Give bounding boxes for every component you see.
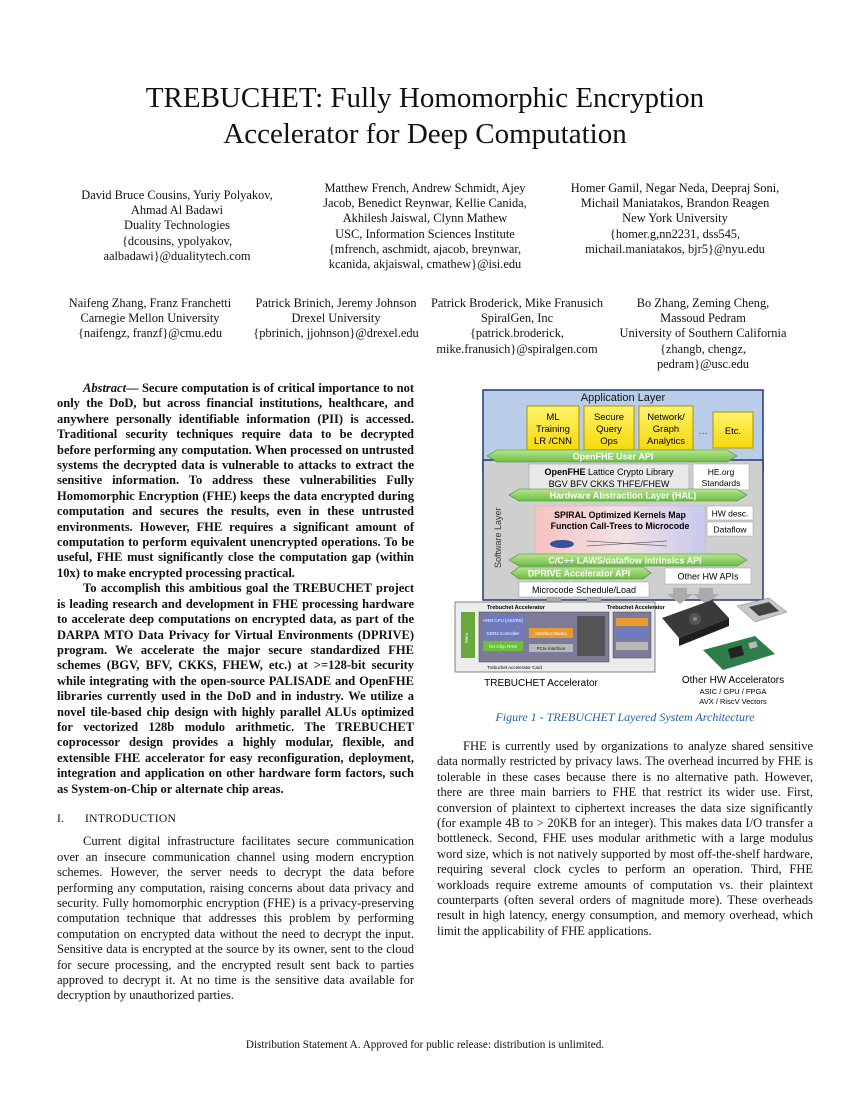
author-block-cmu: Naifeng Zhang, Franz Franchetti Carnegie Mellon University {naifengz, franzf}@cmu.edu	[68, 296, 232, 341]
svg-text:Secure: Secure	[593, 412, 625, 423]
svg-text:HW desc.: HW desc.	[711, 508, 749, 519]
svg-text:Analytics: Analytics	[646, 436, 686, 447]
author-block-isi: Matthew French, Andrew Schmidt, Ajey Jacob, Benedict Reynwar, Kellie Canida, Akhilesh Jaiswal, Clynn Mathew USC, Information Sciences Institute {mfrench, aschmidt, ajacob, breynwar, kcanida, akjaiswal, cmathew}@isi.edu	[323, 181, 527, 272]
svg-text:Microcode Schedule/Load: Microcode Schedule/Load	[531, 585, 637, 595]
svg-text:Mem: Mem	[464, 633, 469, 643]
svg-text:Etc.: Etc.	[724, 426, 742, 437]
left-column	[57, 381, 414, 1004]
svg-text:Dataflow: Dataflow	[713, 524, 747, 535]
abstract-paragraph-2: To accomplish this ambitious goal the TREBUCHET project is leading research and development in FHE processing hardware to accelerate deep computations on encrypted data, as part of the DARPA MTO Data Privacy for Virtual Environments (DPRIVE) program. We accelerate the major secure standardized FHE schemes (BGV, BFV, CKKS, FHEW, etc.) at >=128-bit security while integrating with the open-source PALISADE and OpenFHE libraries currently used in the DoD and in industry. We utilize a novel tile-based chip design with highly parallel ALUs optimized for vectorized 128b modulo arithmetic. The TREBUCHET coprocessor design provides a highly modular, flexible, and extensible FHE accelerator for easy reconfiguration, deployment, integration and application on other hardware form factors, such as System-on-Chip or alternate chip areas.	[57, 581, 414, 796]
author-block-nyu: Homer Gamil, Negar Neda, Deepraj Soni, Michail Maniatakos, Brandon Reagen New York University {homer.g,nn2231, dss545, michail.maniatakos, bjr5}@nyu.edu	[570, 181, 780, 256]
author-block-duality: David Bruce Cousins, Yuriy Polyakov, Ahmad Al Badawi Duality Technologies {dcousins, ypolyakov, aalbadawi}@dualitytech.com	[81, 188, 273, 263]
other-hw-accelerators-label: Other HW Accelerators	[681, 675, 785, 686]
title-line-1: TREBUCHET: Fully Homomorphic Encryption	[145, 82, 705, 114]
software-layer-label: Software Layer	[493, 507, 503, 568]
svg-text:OpenFHE Lattice Crypto Library: OpenFHE Lattice Crypto Library	[544, 467, 674, 477]
svg-text:On-Chip RAM: On-Chip RAM	[488, 644, 518, 649]
app-ellipsis: ...	[698, 425, 708, 437]
svg-text:SPIRAL Optimized Kernels Map: SPIRAL Optimized Kernels Map	[554, 510, 686, 520]
paper-title	[60, 80, 790, 152]
figure-caption: Figure 1 - TREBUCHET Layered System Architecture	[495, 710, 755, 724]
abstract-paragraph-1: Abstract— Secure computation is of critical importance to not only the DoD, but across financial institutions, healthcare, and anywhere personally identifiable information (PII) is accessed. Traditional security techniques require data to be decrypted before performing any computation. When processed on untrusted systems the decrypted data is vulnerable to attacks to extract the sensitive information. To address these vulnerabilities Fully Homomorphic Encryption (FHE) keeps the data encrypted during computation and secures the results, even in these untrusted environments. However, FHE requires a significant amount of computation to perform equivalent unencrypted operations. To be useful, FHE must significantly close the computation gap (within 10x) to make encrypted processing practical.	[57, 381, 414, 580]
svg-text:Other HW APIs: Other HW APIs	[677, 571, 739, 582]
author-block-spiralgen: Patrick Broderick, Mike Franusich SpiralGen, Inc {patrick.broderick, mike.franusich}@spiralgen.com	[430, 296, 604, 356]
svg-text:Trebuchet Accelerator Card: Trebuchet Accelerator Card	[487, 665, 542, 670]
intro-paragraph-1: Current digital infrastructure facilitates secure communication over an insecure communication channel using modern encryption schemes. However, the server needs to decrypt the data before performing any computation, raising concerns about data privacy and security. Fully homomorphic encryption (FHE) is a privacy-preserving computation technique that addresses this problem by performing computation on encrypted data without the need to decrypt the input. Sensitive data is encrypted at the source by its owner, sent to the cloud for secure processing, and the encrypted result sent back to parties approved to decrypt it. At no time is the sensitive data available for decryption by unauthorized parties.	[57, 834, 414, 1003]
svg-text:BGV BFV CKKS THFE/FHEW: BGV BFV CKKS THFE/FHEW	[548, 479, 670, 489]
section-heading-introduction: I. INTRODUCTION	[57, 811, 177, 825]
asic-chip-icon	[737, 598, 787, 622]
svg-text:Standards: Standards	[701, 478, 741, 488]
application-layer-label: Application Layer	[580, 392, 666, 404]
svg-text:ARM CPU (A53/R5): ARM CPU (A53/R5)	[482, 618, 524, 623]
author-block-drexel: Patrick Brinich, Jeremy Johnson Drexel University {pbrinich, jjohnson}@drexel.edu	[253, 296, 419, 341]
right-paragraph-1: FHE is currently used by organizations to analyze shared sensitive data normally restricted by privacy laws. The overhead incurred by FHE is tolerable in these cases because there is no alternative path. However, there are three main barriers to FHE that restrict its wider use. First, conversion of plaintext to ciphertext increases the data size significantly (for example 4B to > 20KB for an integer). This makes data I/O transfer a bottleneck. Second, FHE uses modular arithmetic with a large modulus word size, which is not natively supported by most off-the-shelf hardware, requiring several clock cycles to perform an operation. Third, FHE workloads require extreme amounts of computation vs. their plaintext counterparts (often several orders of magnitude more). These overheads result in high latency, energy consumption, and memory overhead, which limit the applicability of FHE applications.	[437, 739, 813, 938]
gpu-card-icon	[662, 600, 729, 646]
svg-text:Ops: Ops	[600, 436, 618, 447]
svg-text:Trebuchet Accelerator: Trebuchet Accelerator	[487, 605, 545, 611]
svg-text:Function Call-Trees to Microco: Function Call-Trees to Microcode	[550, 521, 690, 531]
svg-text:LR /CNN: LR /CNN	[533, 436, 573, 447]
abstract-lead: Abstract	[83, 381, 127, 395]
svg-text:Trebuchet Accelerator: Trebuchet Accelerator	[607, 605, 665, 611]
svg-text:Graph: Graph	[652, 424, 680, 435]
distribution-statement: Distribution Statement A. Approved for public release: distribution is unlimited.	[245, 1039, 605, 1051]
fpga-board-icon	[703, 636, 775, 670]
svg-text:OpenFHE User API: OpenFHE User API	[572, 451, 654, 462]
svg-text:ML: ML	[546, 412, 560, 423]
title-line-2: Accelerator for Deep Computation	[223, 118, 627, 150]
svg-text:Interface Banks: Interface Banks	[535, 631, 567, 636]
architecture-figure	[437, 388, 813, 708]
svg-text:HE.org: HE.org	[707, 467, 735, 477]
spiral-graph-icon	[550, 540, 574, 548]
svg-text:Network/: Network/	[647, 412, 685, 423]
right-column	[437, 739, 813, 939]
svg-text:DDR4 Controller: DDR4 Controller	[486, 631, 520, 636]
svg-text:Query: Query	[596, 424, 622, 435]
trebuchet-accelerator-label: TREBUCHET Accelerator	[484, 678, 598, 689]
svg-text:C/C++ LAWS/dataflow intrinsics: C/C++ LAWS/dataflow intrinsics API	[548, 555, 702, 566]
svg-text:DPRIVE Accelerator API: DPRIVE Accelerator API	[527, 568, 631, 579]
author-block-usc: Bo Zhang, Zeming Cheng, Massoud Pedram University of Southern California {zhangb, chengz, pedram}@usc.edu	[619, 296, 787, 371]
svg-text:PCIe Interface: PCIe Interface	[536, 646, 566, 651]
svg-text:Hardware Abstraction Layer (HA: Hardware Abstraction Layer (HAL)	[549, 490, 697, 501]
svg-text:AVX / RiscV Vectors: AVX / RiscV Vectors	[699, 697, 767, 706]
svg-text:ASIC / GPU / FPGA: ASIC / GPU / FPGA	[699, 687, 767, 696]
svg-text:Training: Training	[536, 424, 570, 435]
